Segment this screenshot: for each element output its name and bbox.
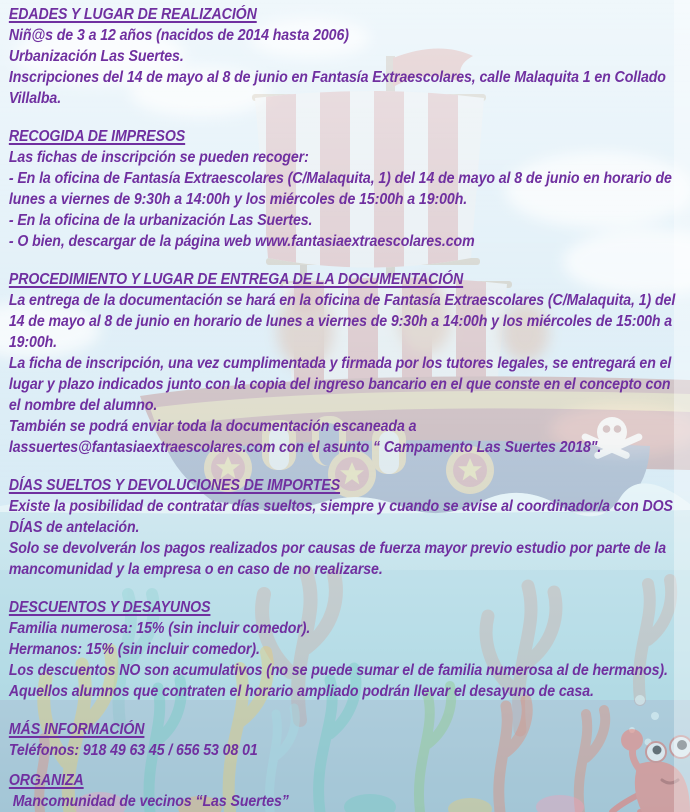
section-heading: DESCUENTOS Y DESAYUNOS	[8, 599, 211, 616]
section-descuentos	[9, 597, 682, 702]
paragraph: Hermanos: 15% (sin incluir comedor).	[8, 641, 260, 658]
paragraph: Existe la posibilidad de contratar días sueltos, siempre y cuando se avise al coordinador/a con DOS DÍAS de antelación.	[8, 498, 677, 536]
paragraph website-url: - O bien, descargar de la página web www.fantasiaextraescolares.com	[8, 233, 475, 250]
section-mas-informacion	[9, 719, 682, 761]
paragraph: - En la oficina de la urbanización Las Suertes.	[8, 212, 313, 229]
paragraph email-address: También se podrá enviar toda la documentación escaneada a lassuertes@fantasiaextraescolares.com con el asunto “ Campamento Las Suertes 2018".	[8, 418, 602, 456]
section-organiza	[9, 770, 682, 812]
section-heading: EDADES Y LUGAR DE REALIZACIÓN	[8, 6, 257, 23]
paragraph: - En la oficina de Fantasía Extraescolares (C/Malaquita, 1) del 14 de mayo al 8 de junio en horario de lunes a viernes de 9:30h a 14:00h y los miércoles de 15:00h a 19:00h.	[8, 170, 676, 208]
paragraph: La ficha de inscripción, una vez cumplimentada y firmada por los tutores legales, se entregará en el lugar y plazo indicados junto con la copia del ingreso bancario en el que conste en el concepto con el nombre del alumno.	[8, 355, 676, 414]
section-heading: RECOGIDA DE IMPRESOS	[8, 128, 186, 145]
paragraph organizer-name: Mancomunidad de vecinos “Las Suertes”	[8, 793, 289, 810]
paragraph phone-numbers: Teléfonos: 918 49 63 45 / 656 53 08 01	[8, 742, 258, 759]
paragraph: Niñ@s de 3 a 12 años (nacidos de 2014 hasta 2006)	[8, 27, 349, 44]
section-heading: ORGANIZA	[8, 772, 84, 789]
paragraph: La entrega de la documentación se hará en la oficina de Fantasía Extraescolares (C/Malaquita, 1) del 14 de mayo al 8 de junio en horario de lunes a viernes de 9:30h a 14:00h y los miércoles de 15:00h a 19:00h.	[8, 292, 680, 351]
paragraph: Familia numerosa: 15% (sin incluir comedor).	[8, 620, 311, 637]
section-heading: PROCEDIMIENTO Y LUGAR DE ENTREGA DE LA DOCUMENTACIÓN	[8, 271, 464, 288]
section-heading: MÁS INFORMACIÓN	[8, 721, 145, 738]
paragraph: Inscripciones del 14 de mayo al 8 de junio en Fantasía Extraescolares, calle Malaquita 1 en Collado Villalba.	[8, 69, 670, 107]
paragraph: Las fichas de inscripción se pueden recoger:	[8, 149, 309, 166]
paragraph: Los descuentos NO son acumulativos (no se puede sumar el de familia numerosa al de hermanos).	[8, 662, 668, 679]
section-heading: DÍAS SUELTOS Y DEVOLUCIONES DE IMPORTES	[8, 477, 341, 494]
paragraph: Solo se devolverán los pagos realizados por causas de fuerza mayor previo estudio por parte de la mancomunidad y la empresa o en caso de no realizarse.	[8, 540, 670, 578]
section-recogida	[9, 126, 682, 252]
section-edades	[9, 4, 682, 109]
paragraph: Aquellos alumnos que contraten el horario ampliado podrán llevar el desayuno de casa.	[8, 683, 594, 700]
section-dias-sueltos	[9, 475, 682, 580]
section-procedimiento	[9, 269, 682, 458]
paragraph: Urbanización Las Suertes.	[8, 48, 184, 65]
